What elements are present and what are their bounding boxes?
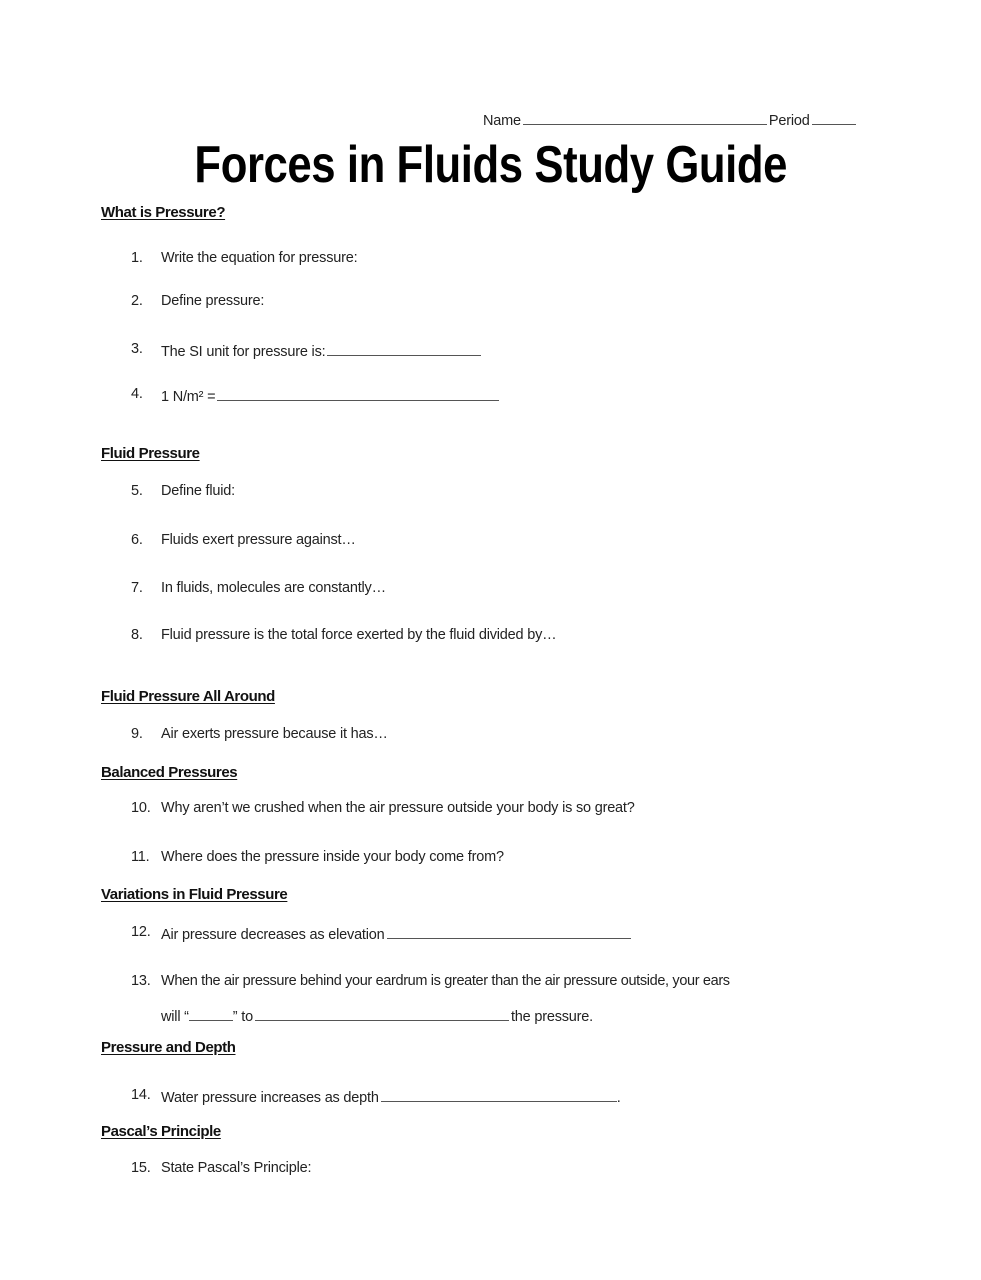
answer-blank[interactable] [387, 923, 631, 939]
answer-blank[interactable] [217, 385, 499, 401]
answer-blank[interactable] [189, 1005, 233, 1021]
answer-blank[interactable] [327, 340, 481, 356]
answer-blank[interactable] [255, 1005, 509, 1021]
section-heading: Balanced Pressures [101, 764, 238, 781]
section-heading: Fluid Pressure [101, 445, 200, 462]
section-heading: Variations in Fluid Pressure [101, 886, 288, 903]
name-field[interactable] [483, 109, 858, 127]
period-blank[interactable] [812, 109, 856, 125]
name-blank[interactable] [523, 109, 767, 125]
page-title: Forces in Fluids Study Guide [194, 136, 787, 194]
section-heading: Pressure and Depth [101, 1039, 236, 1056]
section-heading: Fluid Pressure All Around [101, 688, 275, 705]
section-heading: Pascal’s Principle [101, 1123, 221, 1140]
section-heading: What is Pressure? [101, 204, 226, 221]
period-label: Period [768, 113, 810, 129]
name-label: Name [483, 113, 521, 129]
answer-blank[interactable] [381, 1086, 617, 1102]
